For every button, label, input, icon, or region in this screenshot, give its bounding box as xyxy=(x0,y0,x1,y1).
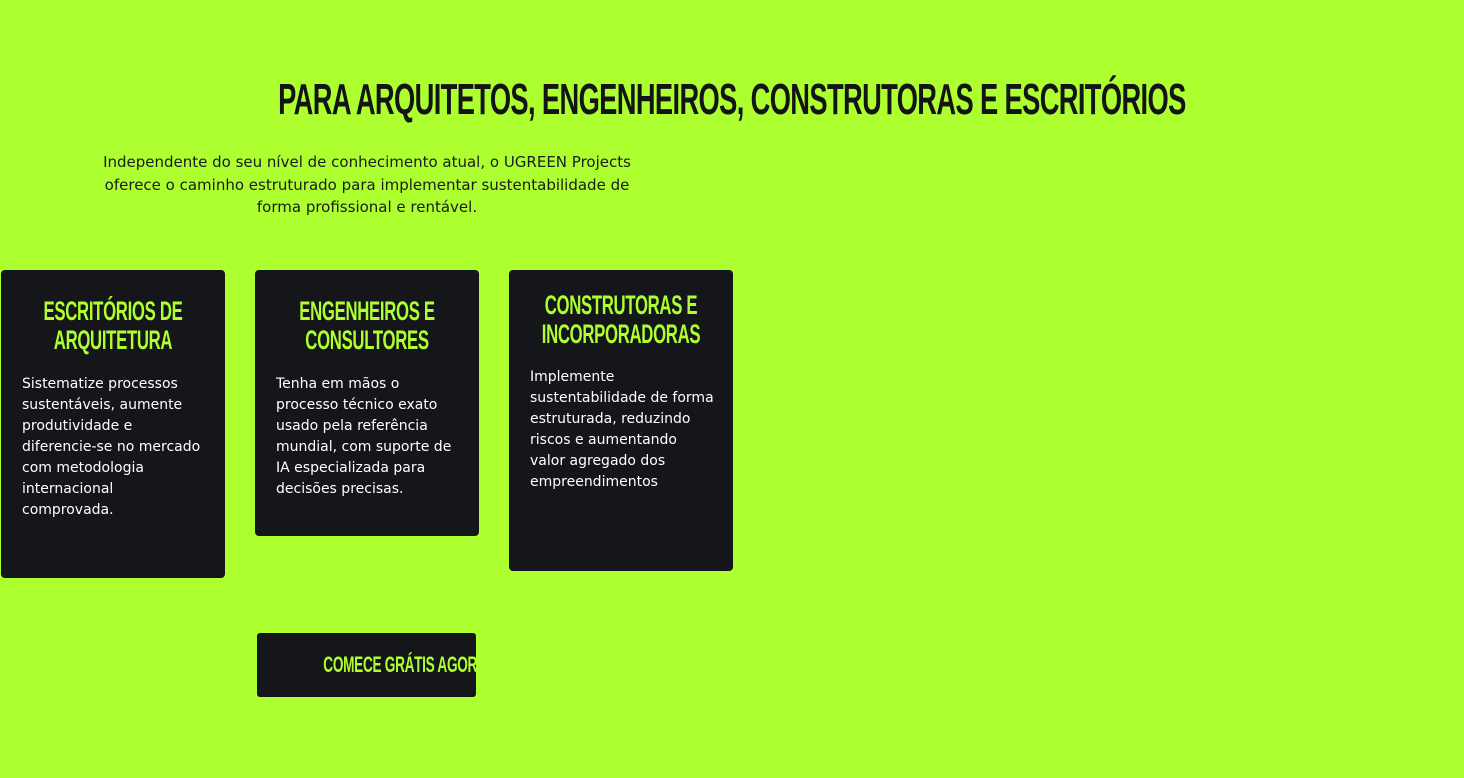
section-subtitle: Independente do seu nível de conhecimento atual, o UGREEN Projects oferece o caminho estruturado para implementar sustentabilidade de forma profissional e rentável. xyxy=(103,153,631,216)
card-construtoras-incorporadoras xyxy=(509,270,733,571)
card-title: CONSTRUTORAS E INCORPORADORAS xyxy=(541,290,701,349)
card-description: Implemente sustentabilidade de forma estruturada, reduzindo riscos e aumentando valor agregado dos empreendimentos xyxy=(530,369,714,490)
start-free-button[interactable] xyxy=(257,633,540,697)
card-engenheiros-consultores xyxy=(255,270,479,536)
section-headline: PARA ARQUITETOS, ENGENHEIROS, CONSTRUTORAS E ESCRITÓRIOS xyxy=(278,75,1186,124)
card-description: Sistematize processos sustentáveis, aumente produtividade e diferencie-se no mercado com metodologia internacional comprovada. xyxy=(22,376,201,518)
card-title: ENGENHEIROS E CONSULTORES xyxy=(299,296,435,355)
card-escritorios-arquitetura xyxy=(1,270,225,578)
start-free-button-label: COMECE GRÁTIS AGORA MESMO xyxy=(323,652,540,677)
card-title: ESCRITÓRIOS DE ARQUITETURA xyxy=(43,296,183,355)
card-description: Tenha em mãos o processo técnico exato usado pela referência mundial, com suporte de IA especializada para decisões precisas. xyxy=(276,376,452,497)
